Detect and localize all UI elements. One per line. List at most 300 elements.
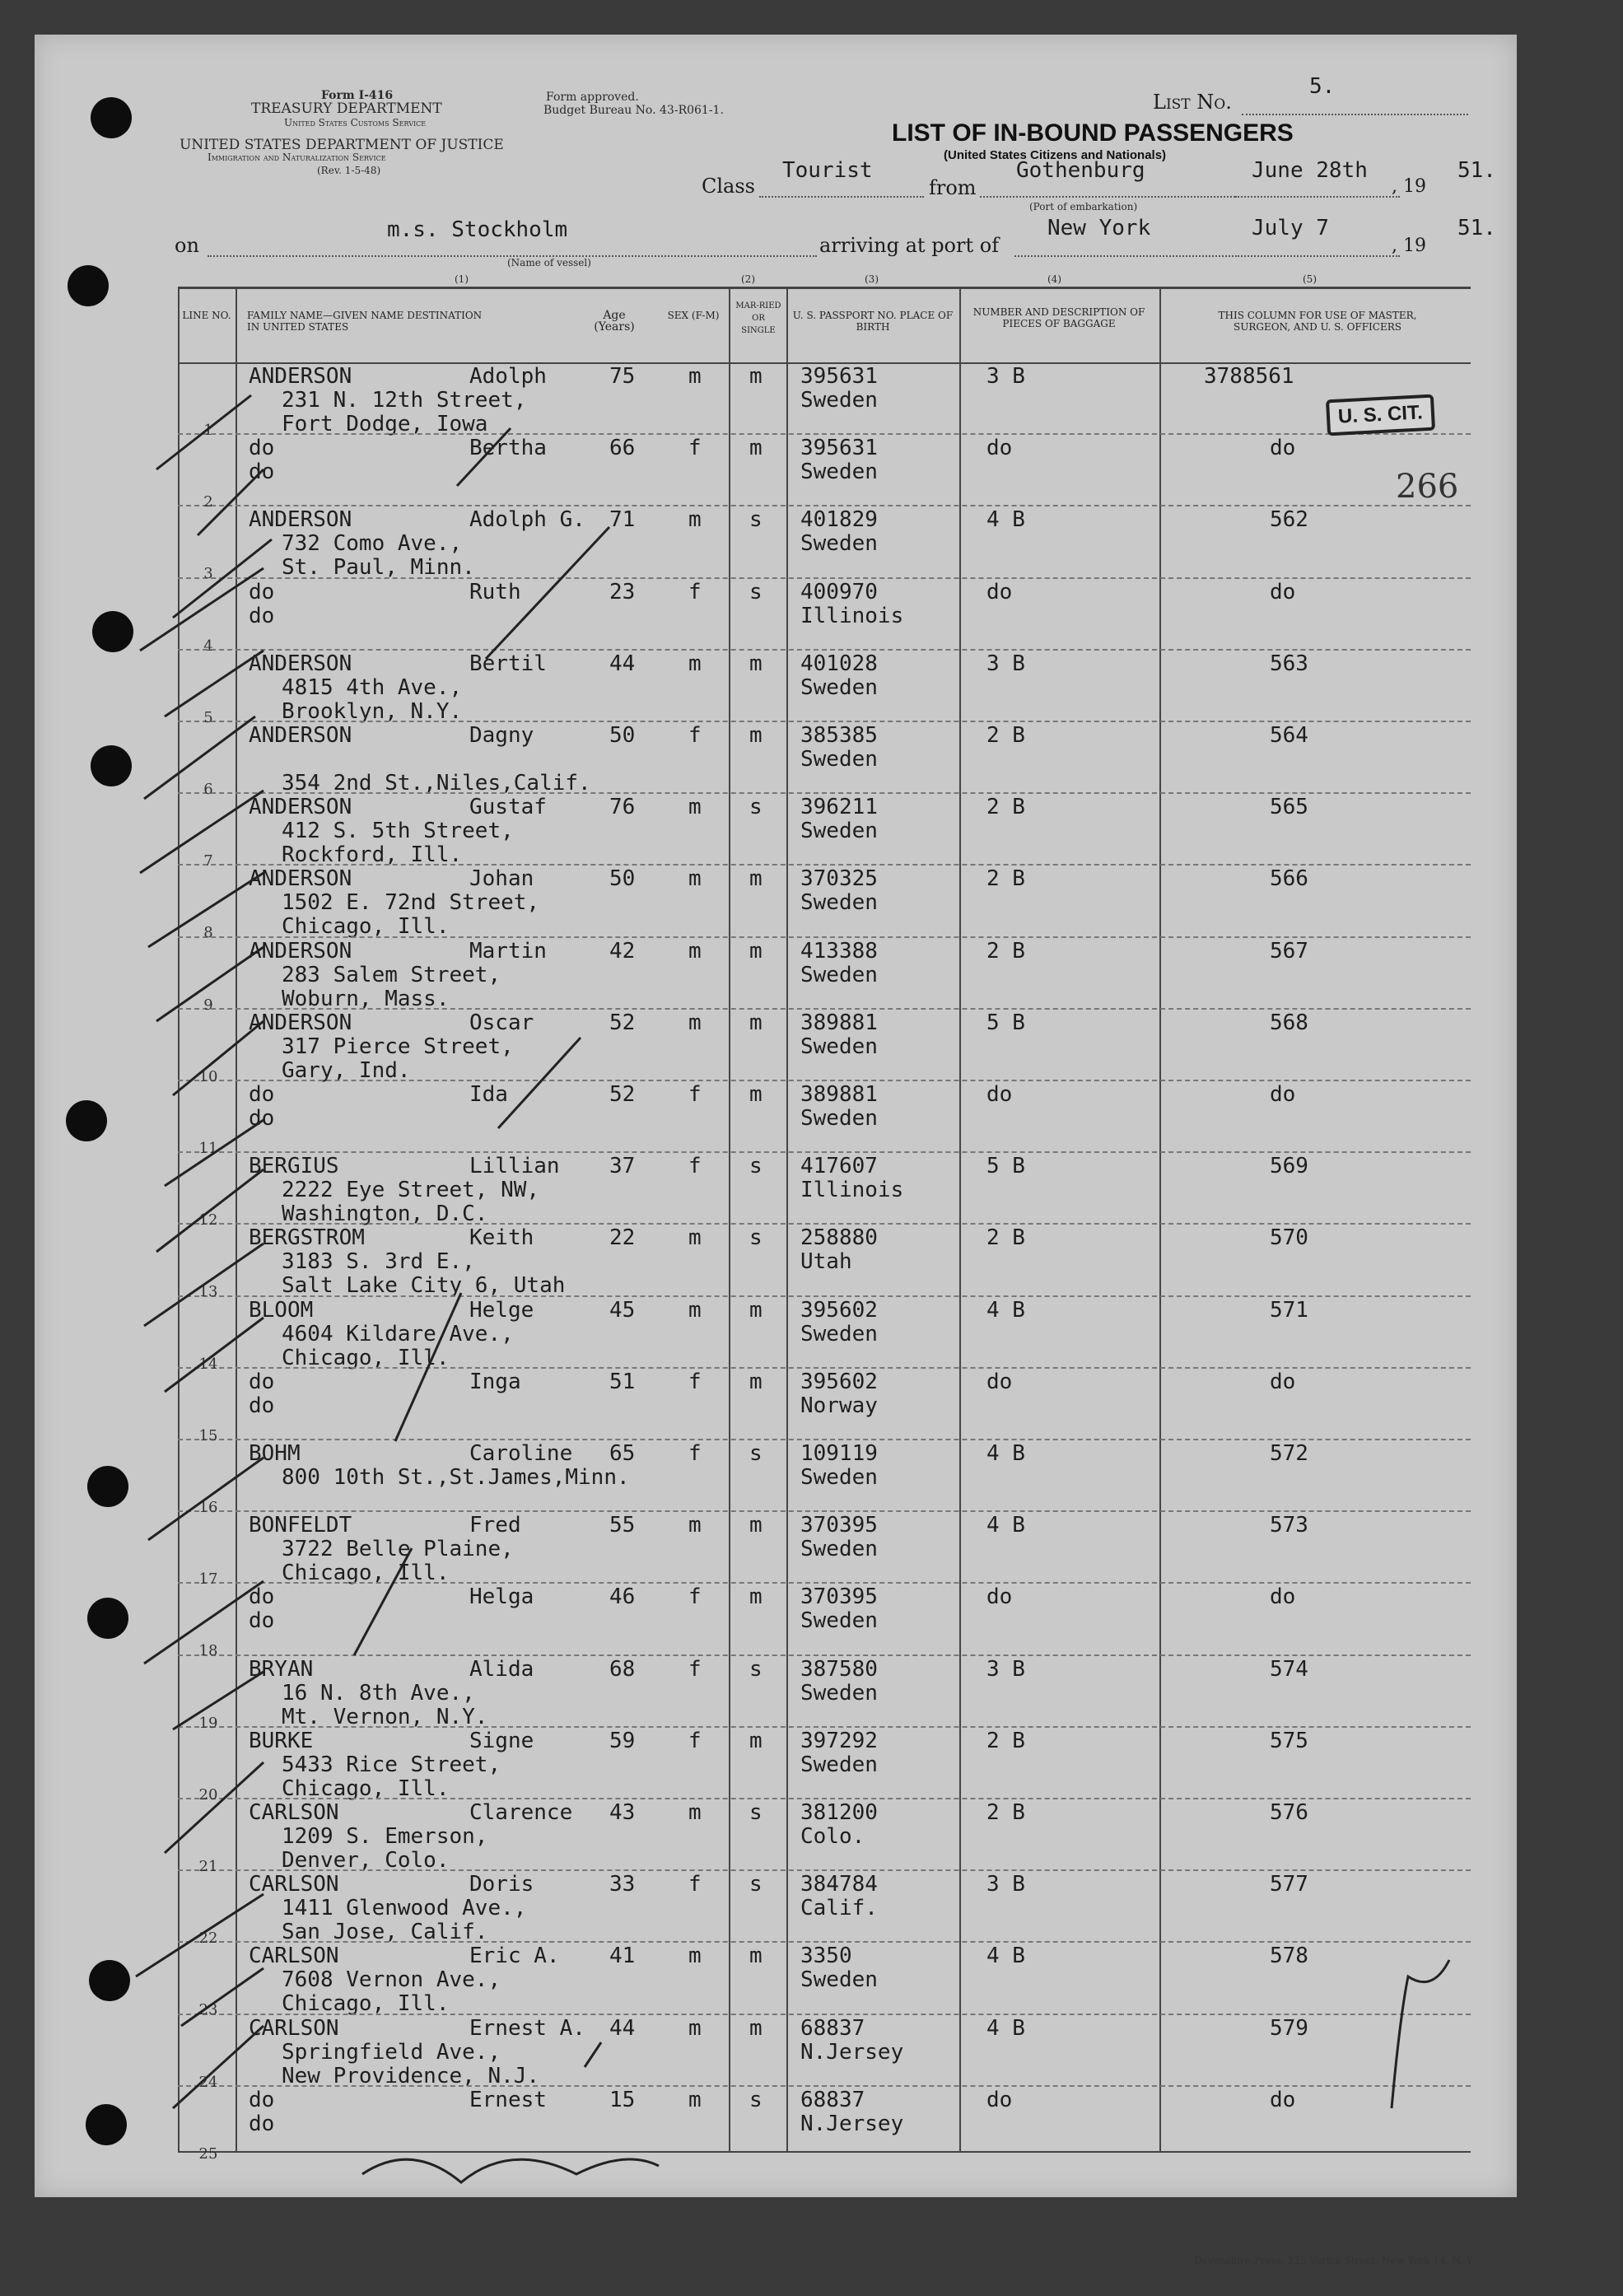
place-of-birth: Illinois [800,1178,904,1203]
place-of-birth: Calif. [800,1896,878,1921]
baggage: do [986,2087,1013,2112]
vessel-note: (Name of vessel) [507,257,591,268]
sex: f [688,1441,702,1466]
given-name: Johan [469,866,534,892]
destination-line-2: Chicago, Ill. [282,1345,450,1370]
marital-status: s [749,795,763,820]
destination-line-1: 3183 S. 3rd E., [282,1249,475,1275]
age: 42 [609,938,636,964]
treasury-dept: TREASURY DEPARTMENT [251,100,442,117]
destination-line-1: 3722 Belle Plaine, [282,1537,514,1562]
age: 50 [609,723,636,748]
family-name: BERGIUS [249,1154,339,1179]
age: 50 [609,866,636,892]
line-number: 21 [198,1858,218,1875]
destination-line-1: 231 N. 12th Street, [282,388,527,413]
sex: f [688,1082,702,1107]
destination-line-1: 5433 Rice Street, [282,1752,501,1777]
passport-number: 396211 [800,795,878,820]
header-sex: SEX (F-M) [667,310,720,321]
officer-number: do [1270,1584,1296,1610]
sex: f [688,1872,702,1897]
baggage: 2 B [986,1800,1025,1825]
marital-status: s [749,579,763,604]
officer-number: 578 [1270,1944,1308,1969]
age: 45 [609,1297,636,1323]
marital-status: m [749,866,763,892]
passport-number: 401829 [800,507,878,533]
marital-status: m [749,1369,763,1394]
sex: m [688,364,702,389]
destination-line-1: 4604 Kildare Ave., [282,1321,514,1346]
officer-number: 567 [1270,938,1308,964]
place-of-birth: Sweden [800,1967,878,1993]
line-number: 10 [198,1067,218,1085]
line-number: 2 [203,493,213,511]
sex: f [688,436,702,461]
marital-status: m [749,1010,763,1035]
sex: m [688,866,702,892]
age: 75 [609,364,636,389]
line-number: 8 [203,924,213,942]
marital-status: m [749,1513,763,1538]
baggage: 2 B [986,938,1025,964]
family-name: ANDERSON [249,507,352,533]
form-approved: Form approved. [546,91,639,104]
given-name: Alida [469,1656,534,1682]
baggage: 2 B [986,723,1025,748]
passport-number: 387580 [800,1656,878,1682]
line-number: 13 [198,1283,218,1301]
place-of-birth: Utah [800,1249,852,1275]
justice-dept: UNITED STATES DEPARTMENT OF JUSTICE [180,137,504,153]
line-number: 18 [198,1642,218,1660]
marital-status: m [749,364,763,389]
marital-status: m [749,651,763,676]
age: 65 [609,1441,636,1466]
line-number: 1 [203,422,213,439]
passport-number: 395631 [800,364,878,389]
officer-number: 575 [1270,1728,1308,1753]
line-number: 22 [198,1930,218,1948]
arrive-year: 51. [1457,216,1496,240]
col-num-2: (2) [741,273,755,285]
destination-line-1: 16 N. 8th Ave., [282,1680,475,1706]
destination-line-1: Springfield Ave., [282,2039,501,2065]
family-name: CARLSON [249,1872,339,1897]
ins-service: Immigration and Naturalization Service [208,152,386,163]
passport-number: 400970 [800,579,878,604]
class-value: Tourist [782,158,873,183]
family-name: CARLSON [249,1944,339,1969]
age: 44 [609,651,636,676]
place-of-birth: Sweden [800,962,878,987]
passport-number: 395602 [800,1297,878,1323]
officer-number: 573 [1270,1513,1308,1538]
baggage: 5 B [986,1154,1025,1179]
depart-year-prefix: , 19 [1392,176,1426,197]
family-name: do [249,579,275,604]
col-num-1: (1) [455,273,469,285]
arriving-label: arriving at port of [819,234,1000,257]
place-of-birth: Sweden [800,1608,878,1634]
list-no-label: List No. [1153,91,1232,114]
family-name: BERGSTROM [249,1225,365,1251]
baggage: 5 B [986,1010,1025,1035]
officer-number: 577 [1270,1872,1308,1897]
family-name: BOHM [249,1441,301,1466]
baggage: do [986,579,1013,604]
line-number: 6 [203,781,213,798]
budget-bureau: Budget Bureau No. 43-R061-1. [543,104,724,117]
given-name: Doris [469,1872,534,1897]
sex: m [688,1010,702,1035]
place-of-birth: Illinois [800,603,904,628]
family-name: ANDERSON [249,938,352,964]
sex: m [688,938,702,964]
age: 71 [609,507,636,533]
passport-number: 68837 [800,2087,865,2112]
line-number: 15 [198,1426,218,1444]
family-name: ANDERSON [249,364,352,389]
destination-line-2: Mt. Vernon, N.Y. [282,1704,488,1729]
family-name: do [249,2087,275,2112]
sex: f [688,1369,702,1394]
marital-status: m [749,1297,763,1323]
age: 43 [609,1800,636,1825]
from-label: from [929,176,977,199]
sex: m [688,1944,702,1969]
baggage: 3 B [986,1656,1025,1682]
marital-status: s [749,1800,763,1825]
officer-number: 579 [1270,2015,1308,2041]
officer-number: 568 [1270,1010,1308,1035]
marital-status: s [749,2087,763,2112]
age: 15 [609,2087,636,2112]
passport-number: 395631 [800,436,878,461]
family-name: BLOOM [249,1297,314,1323]
given-name: Ernest [469,2087,547,2112]
place-of-birth: Sweden [800,1752,878,1777]
officer-number: 566 [1270,866,1308,892]
col-num-3: (3) [865,273,879,285]
passport-number: 397292 [800,1728,878,1753]
family-name: BURKE [249,1728,314,1753]
given-name: Adolph G. [469,507,585,533]
baggage: 3 B [986,364,1025,389]
family-name: do [249,1082,275,1107]
officer-number: do [1270,436,1296,461]
given-name: Lillian [469,1154,560,1179]
destination-line-1: 7608 Vernon Ave., [282,1967,501,1993]
line-number: 14 [198,1355,218,1373]
place-of-birth: Sweden [800,460,878,485]
passport-number: 370395 [800,1584,878,1610]
line-number: 17 [198,1570,218,1589]
passport-number: 385385 [800,723,878,748]
destination-line-1: do [249,460,275,485]
destination-line-2: St. Paul, Minn. [282,555,475,581]
family-name: ANDERSON [249,723,352,748]
destination-line-1: 800 10th St.,St.James,Minn. [282,1465,630,1490]
family-name: ANDERSON [249,651,352,676]
destination-line-2: Chicago, Ill. [282,914,450,940]
place-of-birth: Sweden [800,531,878,557]
place-of-birth: N.Jersey [800,2111,904,2136]
given-name: Bertha [469,436,547,461]
age: 55 [609,1513,636,1538]
age: 41 [609,1944,636,1969]
family-name: do [249,436,275,461]
vessel-name: m.s. Stockholm [387,217,568,242]
sex: m [688,1800,702,1825]
col-num-5: (5) [1303,273,1317,285]
form-number: Form I-416 [321,89,394,102]
given-name: Fred [469,1513,521,1538]
destination-line-2: Chicago, Ill. [282,1991,450,2017]
baggage: 3 B [986,651,1025,676]
baggage: 4 B [986,1441,1025,1466]
place-of-birth: N.Jersey [800,2039,904,2065]
line-number: 3 [203,565,213,583]
baggage: 4 B [986,2015,1025,2041]
officer-number: do [1270,1369,1296,1394]
passport-number: 401028 [800,651,878,676]
destination-line-1: do [249,1393,275,1418]
destination-line-1: 1502 E. 72nd Street, [282,890,540,916]
marital-status: s [749,1225,763,1251]
officer-number: do [1270,579,1296,604]
marital-status: s [749,1656,763,1682]
line-number: 7 [203,852,213,870]
place-of-birth: Sweden [800,1465,878,1490]
sex: f [688,723,702,748]
line-number: 16 [198,1499,218,1516]
destination-line-2: Rockford, Ill. [282,842,463,868]
given-name: Gustaf [469,795,547,820]
place-of-birth: Sweden [800,388,878,413]
passport-number: 3350 [800,1944,852,1969]
age: 59 [609,1728,636,1753]
baggage: 2 B [986,866,1025,892]
destination-line-2: San Jose, Calif. [282,1920,488,1945]
given-name: Ernest A. [469,2015,585,2041]
header-name: FAMILY NAME—GIVEN NAME DESTINATION IN UNITED STATES [247,310,483,333]
place-of-birth: Sweden [800,747,878,772]
given-name: Adolph [469,364,547,389]
baggage: 4 B [986,1944,1025,1969]
age: 66 [609,436,636,461]
marital-status: m [749,1728,763,1753]
age: 33 [609,1872,636,1897]
embark-note: (Port of embarkation) [1029,201,1138,212]
officer-number: 574 [1270,1656,1308,1682]
on-label: on [175,234,199,257]
marital-status: m [749,1584,763,1610]
destination-line-2: Washington, D.C. [282,1202,488,1227]
marital-status: m [749,436,763,461]
given-name: Helge [469,1297,534,1323]
officer-number: do [1270,2087,1296,2112]
header-line-no: LINE NO. [182,310,231,321]
given-name: Eric A. [469,1944,560,1969]
age: 46 [609,1584,636,1610]
printer-imprint: Devonshire Press, 225 Varick Street, New York 14, N. Y. [1193,2255,1475,2266]
passport-number: 381200 [800,1800,878,1825]
destination-line-1: 4815 4th Ave., [282,674,463,700]
age: 52 [609,1082,636,1107]
destination-line-1: do [249,1106,275,1131]
baggage: 3 B [986,1872,1025,1897]
passport-number: 389881 [800,1082,878,1107]
place-of-birth: Sweden [800,1680,878,1706]
sex: m [688,2087,702,2112]
baggage: do [986,1369,1013,1394]
header-age: Age (Years) [594,309,635,334]
header-married: MAR-RIED OR SINGLE [735,301,781,335]
marital-status: m [749,2015,763,2041]
family-name: ANDERSON [249,866,352,892]
arrive-port: New York [1047,216,1151,240]
officer-number: 576 [1270,1800,1308,1825]
destination-line-2: Salt Lake City 6, Utah [282,1273,566,1299]
line-number: 5 [203,708,213,726]
place-of-birth: Sweden [800,674,878,700]
revision: (Rev. 1-5-48) [317,165,381,176]
line-number: 12 [198,1211,218,1230]
passport-number: 68837 [800,2015,865,2041]
destination-line-1: 412 S. 5th Street, [282,819,514,844]
line-number: 4 [203,637,213,655]
line-number: 23 [198,2001,218,2019]
destination-line-2: 354 2nd St.,Niles,Calif. [282,771,591,796]
sex: m [688,1225,702,1251]
baggage: 4 B [986,1297,1025,1323]
family-name: ANDERSON [249,795,352,820]
officer-number: 572 [1270,1441,1308,1466]
form-title: LIST OF IN-BOUND PASSENGERS [892,119,1294,147]
age: 44 [609,2015,636,2041]
destination-line-2: Chicago, Ill. [282,1561,450,1586]
place-of-birth: Sweden [800,1537,878,1562]
marital-status: m [749,723,763,748]
baggage: do [986,1584,1013,1610]
family-name: do [249,1584,275,1610]
destination-line-1: 2222 Eye Street, NW, [282,1178,540,1203]
officer-number: 571 [1270,1297,1308,1323]
passport-number: 109119 [800,1441,878,1466]
officer-number: 3788561 [1204,364,1294,389]
marital-status: s [749,1154,763,1179]
sex: m [688,651,702,676]
line-number: 9 [203,996,213,1014]
destination-line-2: Gary, Ind. [282,1057,411,1083]
destination-line-1: 283 Salem Street, [282,962,501,987]
destination-line-1: 732 Como Ave., [282,531,463,557]
destination-line-1: do [249,2111,275,2136]
officer-number: 569 [1270,1154,1308,1179]
passport-number: 370395 [800,1513,878,1538]
destination-line-2: Denver, Colo. [282,1848,450,1873]
age: 37 [609,1154,636,1179]
passport-number: 417607 [800,1154,878,1179]
baggage: 2 B [986,795,1025,820]
sex: f [688,1154,702,1179]
destination-line-1: 1411 Glenwood Ave., [282,1896,527,1921]
officer-number: 570 [1270,1225,1308,1251]
marital-status: s [749,507,763,533]
sex: f [688,1584,702,1610]
officer-number: do [1270,1082,1296,1107]
given-name: Clarence [469,1800,573,1825]
marital-status: s [749,1872,763,1897]
destination-line-2: Fort Dodge, Iowa [282,412,488,436]
marital-status: m [749,1944,763,1969]
family-name: BRYAN [249,1656,314,1682]
age: 23 [609,579,636,604]
age: 52 [609,1010,636,1035]
sex: m [688,1513,702,1538]
family-name: ANDERSON [249,1010,352,1035]
depart-date: June 28th [1252,158,1368,183]
officer-number: 564 [1270,723,1308,748]
baggage: 4 B [986,507,1025,533]
sex: f [688,579,702,604]
given-name: Dagny [469,723,534,748]
arrive-year-prefix: , 19 [1392,236,1426,256]
line-number: 24 [198,2073,218,2091]
marital-status: s [749,1441,763,1466]
given-name: Martin [469,938,547,964]
destination-line-2: Woburn, Mass. [282,986,450,1011]
family-name: CARLSON [249,2015,339,2041]
destination-line-1: 317 Pierce Street, [282,1034,514,1059]
given-name: Ida [469,1082,508,1107]
destination-line-2: New Providence, N.J. [282,2063,540,2088]
depart-year: 51. [1457,158,1496,183]
baggage: 4 B [986,1513,1025,1538]
marital-status: m [749,938,763,964]
line-number: 11 [198,1140,218,1157]
given-name: Bertil [469,651,547,676]
sex: m [688,795,702,820]
place-of-birth: Sweden [800,1106,878,1131]
marital-status: m [749,1082,763,1107]
baggage: 2 B [986,1728,1025,1753]
given-name: Keith [469,1225,534,1251]
place-of-birth: Norway [800,1393,878,1418]
line-number: 19 [198,1714,218,1732]
header-officers: THIS COLUMN FOR USE OF MASTER, SURGEON, AND U. S. OFFICERS [1218,310,1417,333]
sex: m [688,1297,702,1323]
age: 22 [609,1225,636,1251]
sex: f [688,1728,702,1753]
passport-number: 389881 [800,1010,878,1035]
place-of-birth: Sweden [800,819,878,844]
destination-line-2: Chicago, Ill. [282,1776,450,1801]
given-name: Ruth [469,579,521,604]
destination-line-2: Brooklyn, N.Y. [282,698,463,724]
family-name: do [249,1369,275,1394]
place-of-birth: Sweden [800,890,878,916]
header-baggage: NUMBER AND DESCRIPTION OF PIECES OF BAGGAGE [972,306,1145,329]
place-of-birth: Sweden [800,1321,878,1346]
list-no-value: 5. [1309,74,1336,99]
destination-line-1: 1209 S. Emerson, [282,1824,488,1849]
arrive-date: July 7 [1252,216,1329,240]
passport-number: 413388 [800,938,878,964]
sex: m [688,507,702,533]
